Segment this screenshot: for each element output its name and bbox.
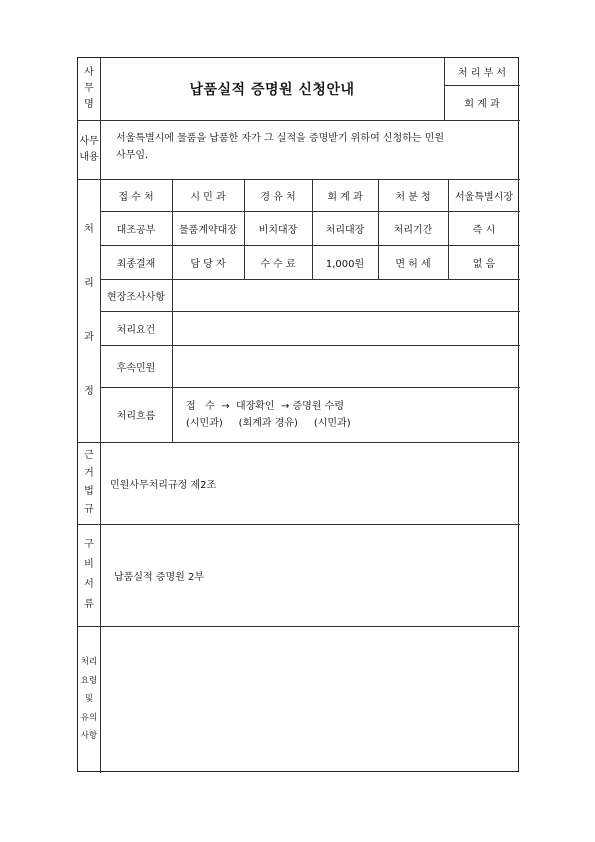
- grid-cell: 담 당 자: [190, 258, 226, 270]
- task-description: 서울특별시에 물품을 납품한 자가 그 실적을 증명받기 위하여 신청하는 민원 사무임.: [116, 133, 445, 161]
- requirements-label: 처리요건: [116, 324, 156, 336]
- grid-cell: 1,000원: [325, 258, 365, 270]
- grid-cell: 최종결재: [116, 258, 156, 270]
- grid-cell: 경 유 처: [260, 191, 296, 203]
- grid-cell: 없 음: [472, 258, 496, 270]
- processing-flow: 접 수 → 대장확인 → 증명원 수령 (시민과) (회계과 경유) (시민과): [186, 400, 351, 429]
- followup-value: [172, 345, 520, 387]
- office-name-label: 사 무 명: [84, 67, 94, 110]
- processing-notes-label: 처리 요령 및 유의 사항: [80, 657, 98, 742]
- processing-procedure-label: 처 리 과 정: [84, 223, 94, 397]
- grid-cell: 물품계약대장: [179, 224, 237, 236]
- grid-cell: 회 계 과: [327, 191, 363, 203]
- task-content-label: 사무 내용: [79, 135, 99, 163]
- legal-basis-label: 근 거 법 규: [84, 450, 94, 515]
- grid-cell: 처 분 청: [395, 191, 431, 203]
- dept-value: 회 계 과: [464, 99, 500, 110]
- followup-label: 후속민원: [116, 362, 156, 374]
- grid-cell: 처리기간: [393, 224, 433, 236]
- page-title: 납품실적 증명원 신청안내: [189, 82, 355, 98]
- grid-cell: 비치대장: [258, 224, 298, 236]
- grid-cell: 서울특별시장: [455, 191, 513, 203]
- flow-label: 처리흐름: [116, 411, 156, 422]
- required-documents-label: 구 비 서 류: [84, 539, 94, 610]
- application-guide-form: [77, 57, 519, 772]
- required-documents-text: 납품실적 증명원 2부: [114, 571, 204, 583]
- grid-cell: 수 수 료: [260, 258, 296, 270]
- grid-cell: 대조공부: [116, 224, 156, 236]
- inspection-value: [172, 279, 520, 311]
- dept-label: 처 리 부 서: [457, 68, 507, 79]
- grid-cell: 면 허 세: [395, 258, 431, 270]
- grid-cell: 시 민 과: [190, 191, 226, 203]
- requirements-value: [172, 311, 520, 345]
- grid-cell: 즉 시: [472, 224, 496, 236]
- grid-cell: 처리대장: [325, 224, 365, 236]
- grid-cell: 접 수 처: [118, 191, 154, 203]
- inspection-label: 현장조사사항: [107, 291, 165, 303]
- legal-basis-text: 민원사무처리규정 제2조: [110, 479, 217, 491]
- processing-notes-value: [100, 626, 520, 773]
